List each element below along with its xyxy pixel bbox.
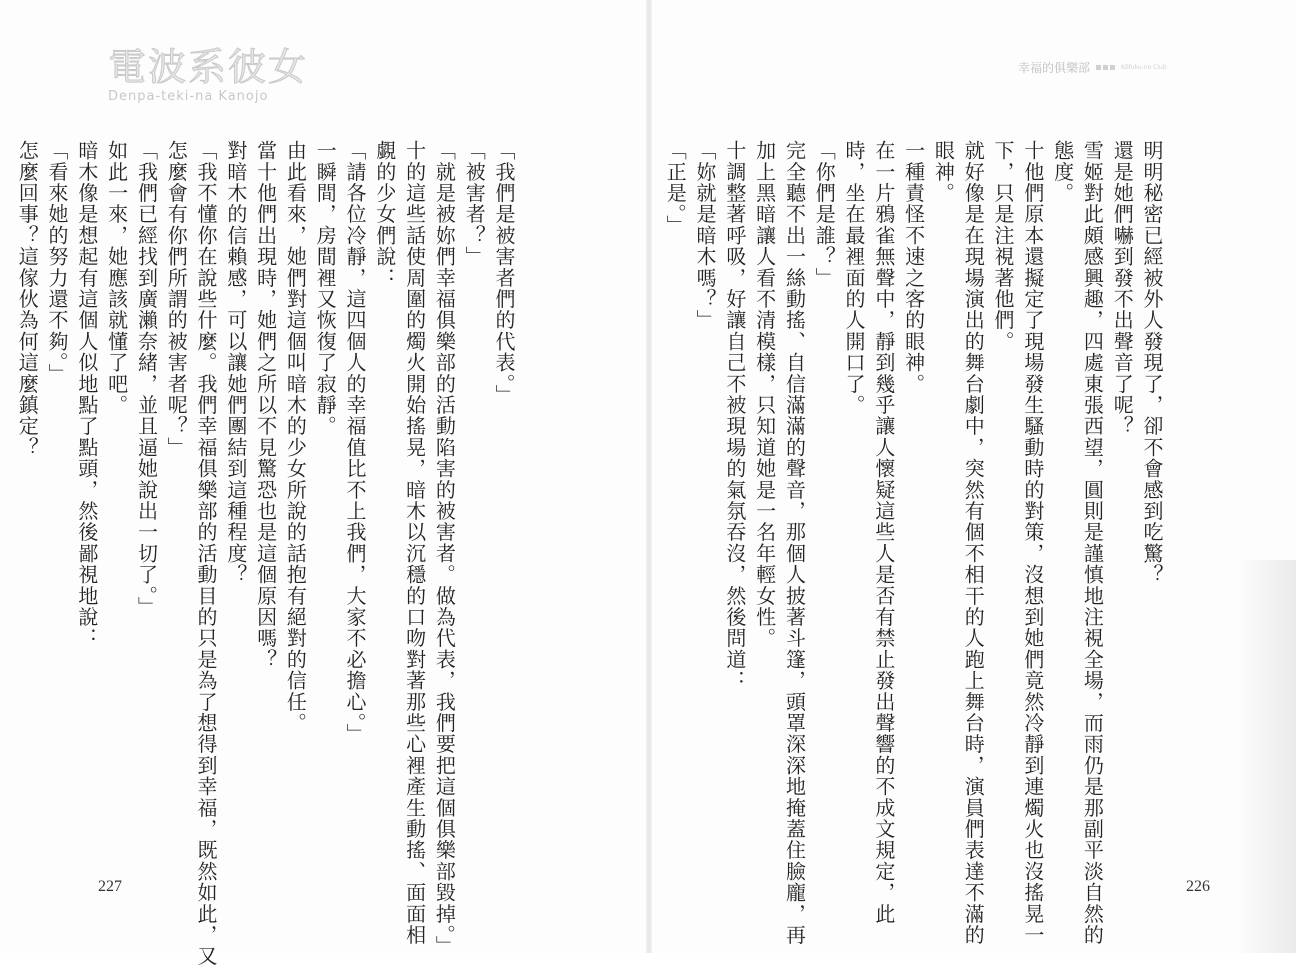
text-line: 時，坐在最裡面的人開口了。 — [842, 140, 867, 416]
page-number-right: 226 — [1186, 878, 1210, 895]
text-line: 對暗木的信賴感，可以讓她們團結到這種程度？ — [223, 140, 248, 586]
text-line: 完全聽不出一絲動搖、自信滿滿的聲音，那個人披著斗篷，頭罩深深地掩蓋住臉龐，再 — [782, 140, 807, 946]
text-line: 怎麼回事？這傢伙為何這麼鎮定？ — [15, 140, 40, 458]
text-line: 十調整著呼吸，好讓自己不被現場的氣氛吞沒，然後問道： — [722, 140, 747, 692]
text-line: 在一片鴉雀無聲中，靜到幾乎讓人懷疑這些人是否有禁止發出聲響的不成文規定，此 — [871, 140, 896, 925]
text-line: 「請各位冷靜，這四個人的幸福值比不上我們，大家不必擔心。」 — [343, 140, 368, 745]
text-line: 如此一來，她應該就懂了吧。 — [104, 140, 129, 416]
text-line: 暗木像是想起有這個人似地點了點頭，然後鄙視地說： — [74, 140, 99, 649]
decorative-squares-icon — [1096, 65, 1115, 70]
text-line: 「我們已經找到廣瀨奈緒，並且逼她說出一切了。」 — [134, 140, 159, 618]
series-title: 電波系彼女 — [108, 45, 309, 89]
book-gutter — [646, 0, 652, 953]
text-line: 就好像是在現場演出的舞台劇中，突然有個不相干的人跑上舞台時，演員們表達不滿的 — [961, 140, 986, 946]
text-line: 「就是被妳們幸福俱樂部的活動陷害的被害者。做為代表，我們要把這個俱樂部毀掉。」 — [432, 140, 457, 957]
text-line: 一種責怪不速之客的眼神。 — [901, 140, 926, 395]
text-line: 一瞬間，房間裡又恢復了寂靜。 — [313, 140, 338, 437]
text-line: 「我們是被害者們的代表。」 — [492, 140, 516, 406]
chapter-title: 幸福的俱樂部 — [1018, 60, 1091, 75]
text-line: 當十他們出現時，她們之所以不見驚恐也是這個原因嗎？ — [253, 140, 278, 670]
text-line: 態度。 — [1050, 140, 1075, 204]
text-line: 「看來她的努力還不夠。」 — [45, 140, 70, 385]
text-line: 十他們原本還擬定了現場發生騷動時的對策，沒想到她們竟然冷靜到連燭火也沒搖晃一 — [1020, 140, 1045, 946]
text-line: 加上黑暗讓人看不清模樣，只知道她是一名年輕女性。 — [752, 140, 777, 649]
text-line: 「正是。」 — [663, 140, 688, 236]
text-line: 「我不懂你在說些什麼。我們幸福俱樂部的活動目的只是為了想得到幸福，既然如此，又 — [194, 140, 219, 967]
text-line: 「妳就是暗木嗎？」 — [693, 140, 718, 331]
text-line: 「你們是誰？」 — [812, 140, 837, 289]
running-header-left — [108, 36, 338, 106]
series-subtitle: Denpa-teki-na Kanojo — [108, 89, 269, 104]
running-header-right — [1018, 52, 1208, 82]
text-line: 覷的少女們說： — [372, 140, 397, 289]
text-line: 由此看來，她們對這個叫暗木的少女所說的話抱有絕對的信任。 — [283, 140, 308, 734]
text-line: 十的這些話使周圍的燭火開始搖晃，暗木以沉穩的口吻對著那些心裡產生動搖、面面相 — [402, 140, 427, 946]
text-line: 「被害者？」 — [462, 140, 487, 268]
page-number-left: 227 — [98, 878, 122, 895]
text-line: 明明秘密已經被外人發現了，卻不會感到吃驚？ — [1140, 140, 1164, 586]
page-edge-shadow — [1236, 560, 1296, 953]
text-line: 雪姬對此頗感興趣，四處東張西望，圓則是謹慎地注視全場，而雨仍是那副平淡自然的 — [1080, 140, 1105, 946]
text-line: 還是她們嚇到發不出聲音了呢？ — [1110, 140, 1135, 437]
text-line: 怎麼會有你們所謂的被害者呢？」 — [164, 140, 189, 458]
text-line: 眼神。 — [931, 140, 956, 204]
right-page-text — [663, 140, 1166, 946]
chapter-subtitle: Kōfuku-no Club — [1121, 63, 1167, 71]
text-line: 下，只是注視著他們。 — [991, 140, 1016, 352]
